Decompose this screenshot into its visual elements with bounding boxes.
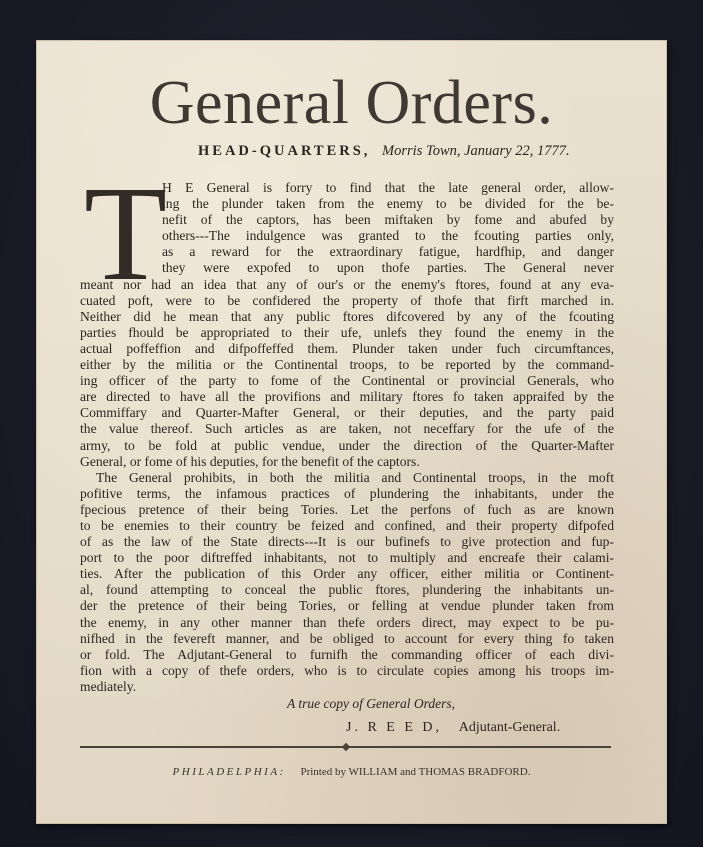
text-line-content: nefit of the captors, has been miftaken by fome and abufed by xyxy=(162,212,614,228)
text-line xyxy=(80,212,614,228)
text-line-content: either by the militia or the Continental troops, to be reported by the command- xyxy=(80,357,614,373)
text-line xyxy=(80,244,614,260)
text-line xyxy=(80,228,614,244)
text-line xyxy=(80,389,614,405)
imprint-city: PHILADELPHIA: xyxy=(172,766,286,778)
order-body xyxy=(80,180,614,695)
text-line-content: mediately. xyxy=(80,678,137,694)
text-line-content: pofitive terms, the infamous practices of plundering the inhabitants, under the xyxy=(80,485,614,501)
text-line xyxy=(80,550,614,566)
dateline xyxy=(198,143,658,160)
drop-cap: T xyxy=(84,159,168,309)
text-line-content: ties. After the publication of this Order any officer, either militia or Continent- xyxy=(80,566,614,582)
text-line-content: or fold. The Adjutant-General to furnifh the commanding officer of each divi- xyxy=(80,646,614,662)
text-line xyxy=(80,438,614,454)
text-line xyxy=(80,566,614,582)
broadside-sheet xyxy=(36,40,667,824)
text-line xyxy=(80,518,614,534)
text-line-content: others---The indulgence was granted to the fcouting parties only, xyxy=(162,228,614,244)
text-line xyxy=(80,196,614,212)
text-line-content: as a reward for the extraordinary fatigue, hardfhip, and danger xyxy=(162,244,614,260)
text-line-content: port to the poor diftreffed inhabitants, not to multiply and encreafe their calami- xyxy=(80,550,614,566)
text-line xyxy=(80,454,614,470)
signer-name: J. R E E D, xyxy=(346,720,442,735)
text-line-content: actual poffeffion and difpoffeffed them. Plunder taken under fuch circumftances, xyxy=(80,340,614,356)
text-line-content: ing officer of the party to fome of the Continental or provincial Generals, who xyxy=(80,373,614,389)
text-line xyxy=(80,679,614,695)
text-line-content: General, or fome of his deputies, for the benefit of the captors. xyxy=(80,453,420,469)
text-line xyxy=(80,582,614,598)
attestation: A true copy of General Orders, xyxy=(287,696,455,711)
headquarters-label: HEAD-QUARTERS, xyxy=(198,143,371,159)
text-line xyxy=(80,631,614,647)
text-line xyxy=(80,647,614,663)
text-line xyxy=(80,598,614,614)
text-line-content: they were expofed to upon thofe parties. The General never xyxy=(162,260,614,276)
document-title: General Orders. xyxy=(149,69,554,137)
text-line-content: of as the law of the State directs---It is our bufinefs to give protection and fup- xyxy=(80,534,614,550)
text-line-content: meant nor had an idea that any of our's or the enemy's ftores, found at any eva- xyxy=(80,276,614,292)
signer-title: Adjutant-General. xyxy=(458,720,561,735)
rule-ornament xyxy=(341,743,349,751)
text-line xyxy=(80,341,614,357)
divider-rule xyxy=(80,746,611,748)
text-line-content: the value thereof. Such articles as are taken, not neceffary for the ufe of the xyxy=(80,421,614,437)
place-date: Morris Town, January 22, 1777. xyxy=(382,143,570,159)
text-line-content: are directed to have all the provifions and military ftores fo taken appraifed by the xyxy=(80,389,614,405)
text-line xyxy=(80,373,614,389)
text-line-content: fpecious pretence of their being Tories. Let the perfons of fuch as are known xyxy=(80,501,614,517)
text-line-content: H E General is forry to find that the late general order, allow- xyxy=(162,180,614,195)
text-line xyxy=(80,663,614,679)
text-line xyxy=(80,534,614,550)
text-line-content: Neither did he mean that any public ftores difcovered by any of the fcouting xyxy=(80,308,614,324)
text-line-content: ing the plunder taken from the enemy to be divided for the be- xyxy=(162,196,614,212)
text-line xyxy=(80,309,614,325)
text-line xyxy=(80,502,614,518)
text-line-content: al, found attempting to conceal the public ftores, plundering the inhabitants un- xyxy=(80,582,614,598)
text-line xyxy=(80,277,614,293)
imprint-printer: Printed by WILLIAM and THOMAS BRADFORD. xyxy=(300,766,531,778)
text-line xyxy=(80,260,614,276)
text-line xyxy=(80,615,614,631)
text-line-content: der the pretence of their being Tories, or felling at vendue plunder taken from xyxy=(80,598,614,614)
text-line xyxy=(80,470,614,486)
text-line xyxy=(80,421,614,437)
text-line xyxy=(80,357,614,373)
text-line-content: to be enemies to their country be feized and confined, and their property difpofed xyxy=(80,517,614,533)
text-line-content: parties fhould be appropriated to their ufe, unlefs they found the enemy in the xyxy=(80,324,614,340)
signature-block xyxy=(346,720,560,736)
text-line xyxy=(80,405,614,421)
text-line-content: nifhed in the fevereft manner, and be obliged to account for every thing fo taken xyxy=(80,630,614,646)
text-line xyxy=(80,325,614,341)
text-line-content: fion with a copy of thefe orders, who is to circulate copies among his troops im- xyxy=(80,662,614,678)
text-line-content: army, to be fold at public vendue, under the direction of the Quarter-Mafter xyxy=(80,437,614,453)
text-line-content: the enemy, in any other manner than thefe orders direct, may expect to be pu- xyxy=(80,614,614,630)
text-line-content: Commiffary and Quarter-Mafter General, or their deputies, and the party paid xyxy=(80,405,614,421)
text-line-content: The General prohibits, in both the militia and Continental troops, in the moft xyxy=(96,469,614,485)
text-line xyxy=(80,293,614,309)
text-line xyxy=(80,486,614,502)
text-line xyxy=(80,180,614,196)
text-line-content: cuated poft, were to be confidered the property of thofe that firft marched in. xyxy=(80,292,614,308)
imprint xyxy=(36,766,667,778)
